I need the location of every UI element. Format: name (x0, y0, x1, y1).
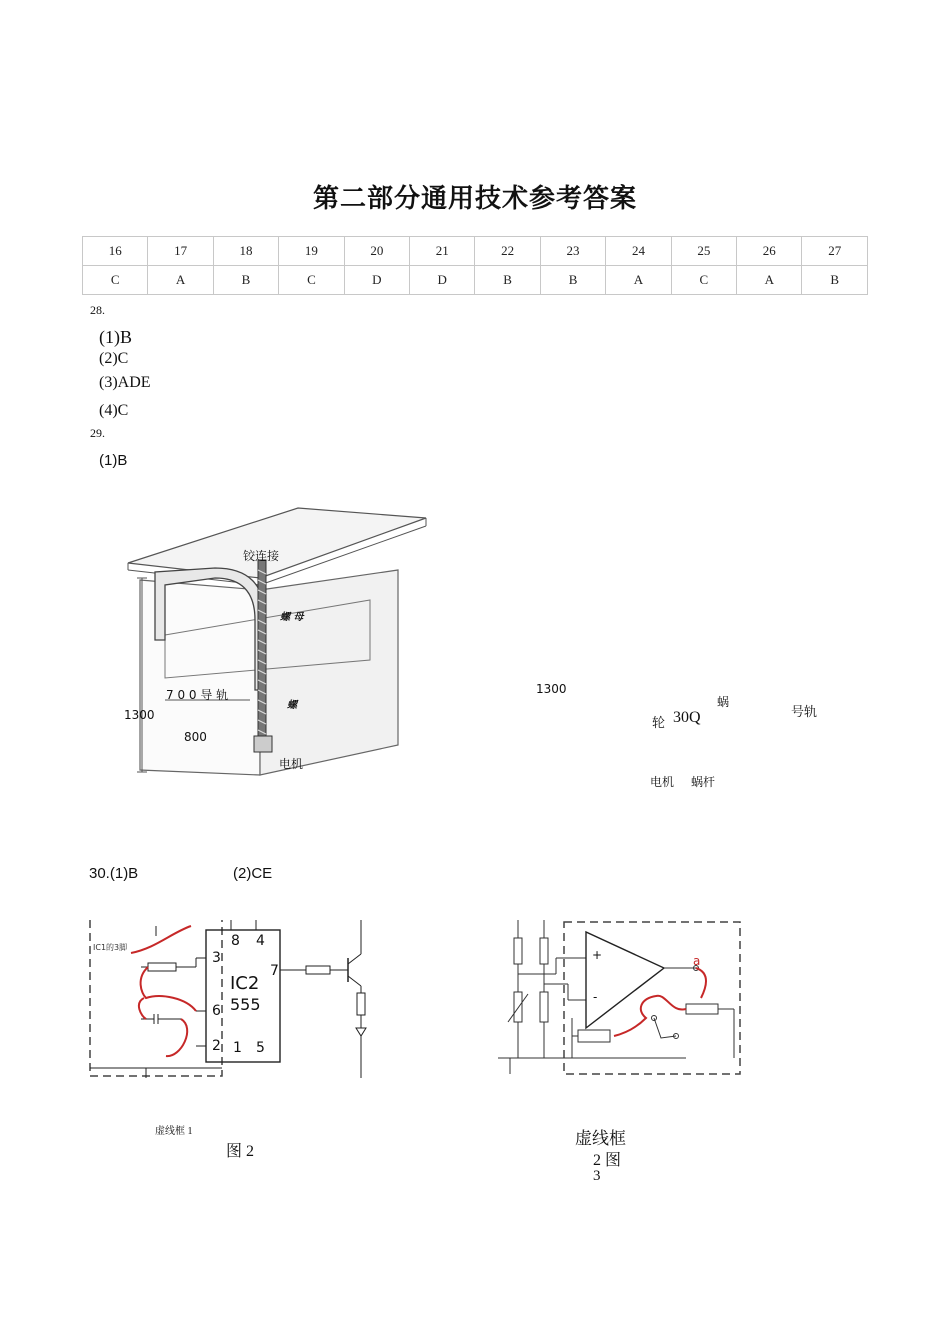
answer-table (82, 236, 868, 295)
table-cell: 16 (83, 237, 148, 266)
fig2-pin-3: 3 (212, 950, 221, 966)
table-cell: C (279, 266, 344, 295)
table-cell: 20 (344, 237, 409, 266)
label-height-1300: 1300 (124, 708, 155, 722)
table-cell: C (671, 266, 736, 295)
label-right-height-1300: 1300 (536, 682, 567, 696)
figure-3-circuit (496, 918, 746, 1080)
fig2-pin-1: 1 (233, 1040, 242, 1056)
table-cell: 19 (279, 237, 344, 266)
q28-answer-3: (3)ADE (99, 374, 151, 391)
table-cell: 27 (802, 237, 868, 266)
page-title: 第二部分通用技术参考答案 (312, 184, 637, 214)
fig3-node-a: a (693, 954, 701, 968)
label-right-rail: 号轨 (791, 705, 818, 720)
fig2-pin-4: 4 (256, 933, 265, 949)
fig2-pin-6: 6 (212, 1003, 221, 1019)
table-cell: 18 (213, 237, 278, 266)
table-cell: A (148, 266, 213, 295)
table-cell: 23 (540, 237, 605, 266)
fig2-pin-2: 2 (212, 1038, 221, 1054)
q30-answer-2: (2)CE (233, 865, 273, 882)
label-right-wheel: 轮 (652, 716, 666, 731)
table-cell: 21 (410, 237, 475, 266)
fig2-caption: 图 2 (226, 1143, 255, 1160)
q29-number: 29. (90, 426, 105, 440)
fig2-chip-name: IC2 (230, 973, 260, 994)
table-cell: 22 (475, 237, 540, 266)
table-cell: B (540, 266, 605, 295)
fig2-pin-5: 5 (256, 1040, 265, 1056)
table-cell: B (213, 266, 278, 295)
fig2-ic1-label: IC1的3脚 (93, 943, 128, 952)
table-cell: A (737, 266, 802, 295)
label-screw: 螺 (287, 700, 297, 711)
label-motor: 电机 (279, 757, 304, 771)
label-guide-700: 7 0 0 导 轨 (166, 688, 229, 702)
fig2-pin-7: 7 (270, 963, 279, 979)
table-cell: D (344, 266, 409, 295)
label-right-worm: 蜗 (717, 695, 730, 709)
table-cell: C (83, 266, 148, 295)
table-cell: 24 (606, 237, 671, 266)
q30-answer-1: 30.(1)B (89, 865, 139, 882)
label-right-worm-rod: 蜗杆 (691, 775, 716, 789)
lift-mechanism-drawing (120, 500, 440, 790)
table-row-numbers (83, 237, 868, 266)
label-nut: 螺 母 (280, 612, 304, 623)
q28-number: 28. (90, 303, 105, 317)
label-right-motor: 电机 (650, 775, 675, 789)
table-cell: B (475, 266, 540, 295)
table-cell: 25 (671, 237, 736, 266)
fig2-frame-label: 虚线框 1 (155, 1126, 193, 1137)
table-cell: 26 (737, 237, 802, 266)
label-width-800: 800 (184, 730, 207, 744)
q28-answer-2: (2)C (99, 350, 129, 367)
fig3-caption-3: 3 (593, 1168, 601, 1184)
q29-answer-1: (1)B (99, 452, 128, 469)
table-cell: B (802, 266, 868, 295)
table-cell: 17 (148, 237, 213, 266)
table-cell: D (410, 266, 475, 295)
fig3-minus: - (593, 990, 598, 1004)
fig2-chip-model: 555 (230, 995, 261, 1014)
label-right-dim-30q: 30Q (673, 709, 701, 726)
q28-answer-4: (4)C (99, 402, 129, 419)
q28-answer-1: (1)B (99, 327, 132, 347)
label-hinge: 铰连接 (243, 549, 280, 563)
fig3-plus: + (592, 948, 603, 962)
fig2-pin-8: 8 (231, 933, 240, 949)
fig3-caption-1: 虚线框 (575, 1129, 626, 1148)
table-row-answers (83, 266, 868, 295)
fig3-caption-2: 2 图 (593, 1152, 622, 1169)
table-cell: A (606, 266, 671, 295)
